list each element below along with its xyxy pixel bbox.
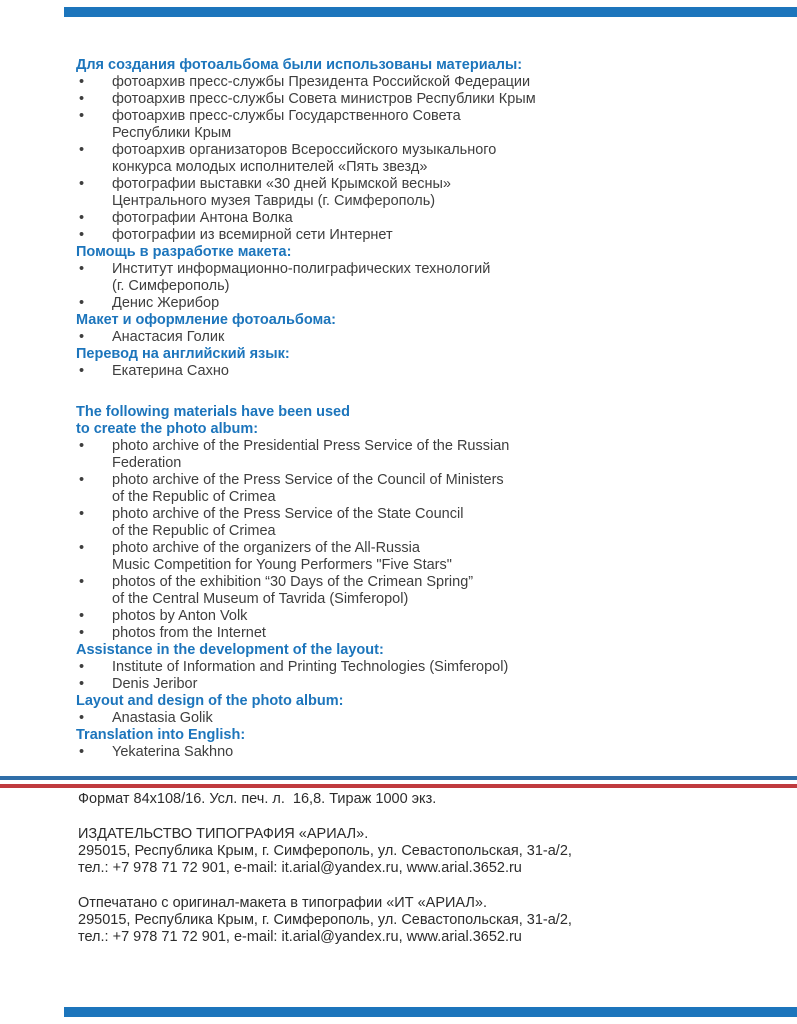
bullet-item [76,74,724,91]
top-accent-bar [64,7,797,17]
bullet-line: Анастасия Голик [112,329,225,345]
bullet-icon: • [79,329,85,345]
separator-rule-blue [0,776,797,780]
bullet-text [112,227,724,244]
imprint-line: 295015, Республика Крым, г. Симферополь, ул. Севастопольская, 31-а/2, [78,912,572,928]
bullet-item [76,210,724,227]
bullet-text [112,710,724,727]
bullet-line: Денис Жерибор [112,295,220,311]
bullet-text [112,744,724,761]
imprint-paragraph [78,895,718,946]
imprint-line: Формат 84х108/16. Усл. печ. л. 16,8. Тираж 1000 экз. [78,791,437,807]
bullet-text [112,676,724,693]
bullet-line: фотоархив организаторов Всероссийского музыкального [112,142,497,158]
credits-heading-line: Для создания фотоальбома были использованы материалы: [76,57,523,73]
bullet-item [76,625,724,642]
bullet-line: photos by Anton Volk [112,608,248,624]
bullet-icon: • [79,210,85,226]
bullet-text [112,74,724,91]
bullet-icon: • [79,295,85,311]
bullet-text [112,210,724,227]
credits-heading-line: Помощь в разработке макета: [76,244,292,260]
bullet-text [112,506,724,540]
imprint-line: тел.: +7 978 71 72 901, e-mail: it.arial@yandex.ru, www.arial.3652.ru [78,929,522,945]
bullet-item [76,261,724,295]
bullet-text [112,295,724,312]
credits-section-english [76,404,724,761]
bullet-item [76,676,724,693]
bullet-text [112,108,724,142]
separator-rule-red [0,784,797,788]
bullet-line: (г. Симферополь) [112,278,230,294]
bullet-text [112,659,724,676]
bullet-text [112,625,724,642]
bullet-line: фотоархив пресс-службы Совета министров Республики Крым [112,91,536,107]
bullet-line: Республики Крым [112,125,232,141]
credits-heading-line: The following materials have been used [76,404,350,420]
bullet-text [112,363,724,380]
bullet-line: Центрального музея Тавриды (г. Симферополь) [112,193,436,209]
credits-heading-line: Макет и оформление фотоальбома: [76,312,336,328]
bullet-text [112,142,724,176]
imprint-block [78,791,718,946]
bottom-accent-bar [64,1007,797,1017]
bullet-item [76,91,724,108]
bullet-line: photos of the exhibition “30 Days of the Crimean Spring” [112,574,474,590]
bullet-item [76,710,724,727]
bullet-text [112,329,724,346]
bullet-text [112,91,724,108]
bullet-text [112,608,724,625]
bullet-text [112,261,724,295]
bullet-item [76,744,724,761]
bullet-icon: • [79,710,85,726]
bullet-icon: • [79,142,85,158]
bullet-line: фотоархив пресс-службы Президента Российской Федерации [112,74,531,90]
bullet-line: Music Competition for Young Performers "Five Stars" [112,557,452,573]
bullet-icon: • [79,744,85,760]
imprint-line: тел.: +7 978 71 72 901, e-mail: it.arial@yandex.ru, www.arial.3652.ru [78,860,522,876]
bullet-text [112,540,724,574]
bullet-item [76,472,724,506]
bullet-text [112,438,724,472]
bullet-line: конкурса молодых исполнителей «Пять звезд» [112,159,428,175]
bullet-line: of the Republic of Crimea [112,489,276,505]
bullet-icon: • [79,74,85,90]
bullet-icon: • [79,472,85,488]
credits-section-russian [76,57,724,380]
bullet-item [76,608,724,625]
bullet-item [76,295,724,312]
bullet-text [112,472,724,506]
imprint-paragraph [78,791,718,808]
bullet-line: фотоархив пресс-службы Государственного Совета [112,108,461,124]
credits-heading-line: Translation into English: [76,727,246,743]
bullet-line: photo archive of the Presidential Press Service of the Russian [112,438,510,454]
bullet-item [76,108,724,142]
imprint-paragraph [78,826,718,877]
bullet-icon: • [79,659,85,675]
credits-heading-line: to create the photo album: [76,421,259,437]
bullet-icon: • [79,540,85,556]
bullet-line: Yekaterina Sakhno [112,744,234,760]
imprint-line: ИЗДАТЕЛЬСТВО ТИПОГРАФИЯ «АРИАЛ». [78,826,369,842]
bullet-text [112,176,724,210]
bullet-icon: • [79,625,85,641]
bullet-item [76,227,724,244]
bullet-line: Институт информационно-полиграфических технологий [112,261,491,277]
bullet-line: Denis Jeribor [112,676,198,692]
bullet-item [76,329,724,346]
bullet-line: of the Republic of Crimea [112,523,276,539]
bullet-icon: • [79,363,85,379]
bullet-line: фотографии из всемирной сети Интернет [112,227,393,243]
bullet-line: of the Central Museum of Tavrida (Simferopol) [112,591,409,607]
bullet-icon: • [79,506,85,522]
bullet-icon: • [79,608,85,624]
bullet-line: фотографии Антона Волка [112,210,293,226]
bullet-item [76,574,724,608]
bullet-text [112,574,724,608]
bullet-item [76,659,724,676]
bullet-item [76,438,724,472]
bullet-icon: • [79,91,85,107]
bullet-item [76,363,724,380]
credits-block [76,57,724,761]
bullet-line: Екатерина Сахно [112,363,229,379]
imprint-line: 295015, Республика Крым, г. Симферополь, ул. Севастопольская, 31-а/2, [78,843,572,859]
imprint-line: Отпечатано с оригинал-макета в типографии «ИТ «АРИАЛ». [78,895,488,911]
bullet-icon: • [79,574,85,590]
bullet-icon: • [79,676,85,692]
bullet-icon: • [79,261,85,277]
bullet-item [76,176,724,210]
bullet-line: Institute of Information and Printing Technologies (Simferopol) [112,659,509,675]
bullet-icon: • [79,108,85,124]
bullet-line: photo archive of the Press Service of the Council of Ministers [112,472,504,488]
bullet-line: photo archive of the Press Service of the State Council [112,506,464,522]
bullet-item [76,506,724,540]
bullet-line: photos from the Internet [112,625,266,641]
bullet-icon: • [79,227,85,243]
bullet-icon: • [79,176,85,192]
bullet-line: фотографии выставки «30 дней Крымской весны» [112,176,451,192]
bullet-line: Anastasia Golik [112,710,213,726]
credits-heading-line: Перевод на английский язык: [76,346,290,362]
bullet-line: photo archive of the organizers of the All-Russia [112,540,420,556]
credits-heading-line: Assistance in the development of the layout: [76,642,384,658]
bullet-item [76,142,724,176]
bullet-item [76,540,724,574]
bullet-icon: • [79,438,85,454]
bullet-line: Federation [112,455,182,471]
credits-heading-line: Layout and design of the photo album: [76,693,344,709]
